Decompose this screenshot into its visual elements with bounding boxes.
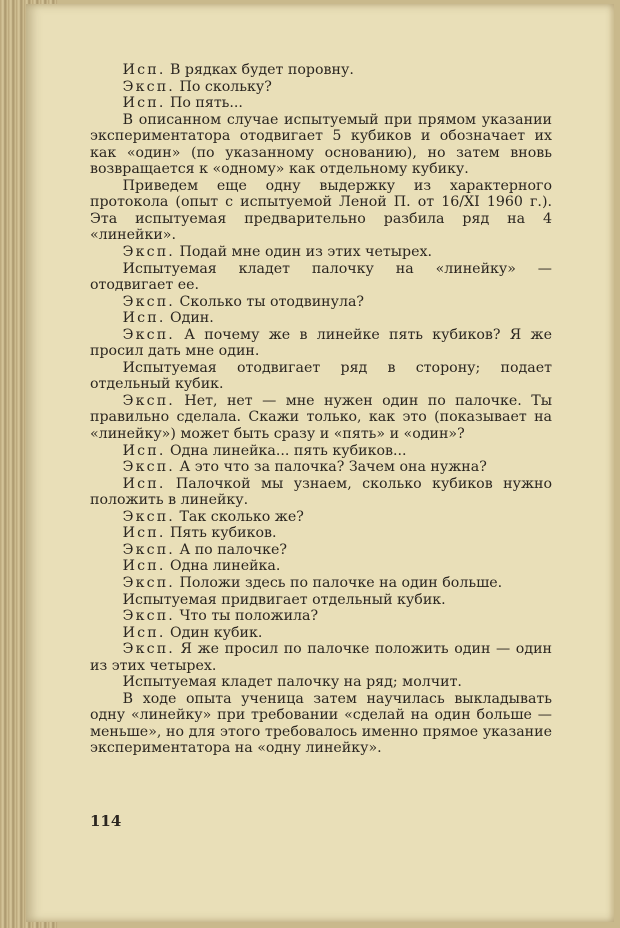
paragraph-text: В ходе опыта ученица затем научилась выкладывать одну «линейку» при требовании «сделай на один больше — меньше», но для этого требовалось именно прямое указание экспериментатора на «одну линейку». [90,690,552,757]
dialogue-line [90,294,552,311]
line-text: Палочкой мы узнаем, сколько кубиков нужно положить в линейку. [90,475,552,509]
line-text: Что ты положила? [179,608,319,625]
speaker-label: Эксп. [122,641,175,658]
speaker-label: Исп. [122,525,166,542]
dialogue-line [90,244,552,261]
paragraph-text: Испытуемая кладет палочку на «линейку» — отодвигает ее. [90,260,552,294]
speaker-label: Эксп. [122,78,175,95]
dialogue-line [90,95,552,112]
speaker-label: Исп. [122,475,166,492]
paragraph [90,261,552,294]
speaker-label: Исп. [122,310,166,327]
line-text: Положи здесь по палочке на один больше. [179,574,503,591]
dialogue-line [90,608,552,625]
paragraph-text: Приведем еще одну выдержку из характерного протокола (опыт с испытуемой Леной П. от 16/XI 1960 г.). Эта испытуемая предварительно разбила ряд на 4 «линейки». [90,177,552,244]
paragraph-text: Испытуемая придвигает отдельный кубик. [122,591,446,608]
line-text: Один. [169,310,214,327]
page-number: 114 [90,812,122,830]
line-text: Подай мне один из этих четырех. [179,244,433,261]
speaker-label: Эксп. [122,541,175,558]
paragraph-text: В описанном случае испытуемый при прямом указании экспериментатора отодвигает 5 кубиков и обозначает их как «один» (по указанному основанию), но затем вновь возвращается к «одному» как отдельному кубику. [90,111,552,178]
speaker-label: Эксп. [122,459,175,476]
dialogue-line [90,62,552,79]
line-text: По скольку? [179,78,272,95]
speaker-label: Эксп. [122,244,175,261]
dialogue-line [90,625,552,642]
speaker-label: Исп. [122,624,166,641]
paragraph [90,691,552,757]
dialogue-line [90,79,552,96]
speaker-label: Исп. [122,62,166,78]
dialogue-line [90,310,552,327]
speaker-label: Эксп. [122,293,175,310]
speaker-label: Эксп. [122,574,175,591]
line-text: Так сколько же? [179,508,304,525]
dialogue-line [90,393,552,443]
line-text: А это что за палочка? Зачем она нужна? [179,459,487,476]
line-text: Нет, нет — мне нужен один по палочке. Ты правильно сделала. Скажи только, как это (показывает на «линейку») может быть сразу и «пять» и «один»? [90,392,552,443]
dialogue-line [90,327,552,360]
dialogue-line [90,443,552,460]
body-text [90,62,552,757]
dialogue-line [90,641,552,674]
speaker-label: Эксп. [122,508,175,525]
paragraph-text: Испытуемая отодвигает ряд в сторону; подает отдельный кубик. [90,359,552,393]
line-text: Один кубик. [169,624,263,641]
speaker-label: Эксп. [122,326,175,343]
dialogue-line [90,476,552,509]
line-text: Сколько ты отодвинула? [179,293,365,310]
paragraph [90,674,552,691]
dialogue-line [90,525,552,542]
speaker-label: Эксп. [122,608,175,625]
paragraph [90,592,552,609]
line-text: Одна линейка... пять кубиков... [169,442,407,459]
speaker-label: Исп. [122,442,166,459]
line-text: Я же просил по палочке положить один — один из этих четырех. [90,641,552,674]
line-text: А по палочке? [179,541,287,558]
dialogue-line [90,558,552,575]
line-text: По пять... [169,95,243,112]
line-text: Пять кубиков. [169,525,277,542]
dialogue-line [90,509,552,526]
dialogue-line [90,459,552,476]
speaker-label: Эксп. [122,392,175,409]
dialogue-line [90,575,552,592]
paragraph [90,178,552,244]
line-text: В рядках будет поровну. [169,62,354,78]
paragraph [90,360,552,393]
line-text: Одна линейка. [169,558,281,575]
paragraph [90,112,552,178]
speaker-label: Исп. [122,95,166,112]
dialogue-line [90,542,552,559]
speaker-label: Исп. [122,558,166,575]
line-text: А почему же в линейке пять кубиков? Я же просил дать мне один. [90,326,552,360]
paragraph-text: Испытуемая кладет палочку на ряд; молчит. [122,674,462,691]
